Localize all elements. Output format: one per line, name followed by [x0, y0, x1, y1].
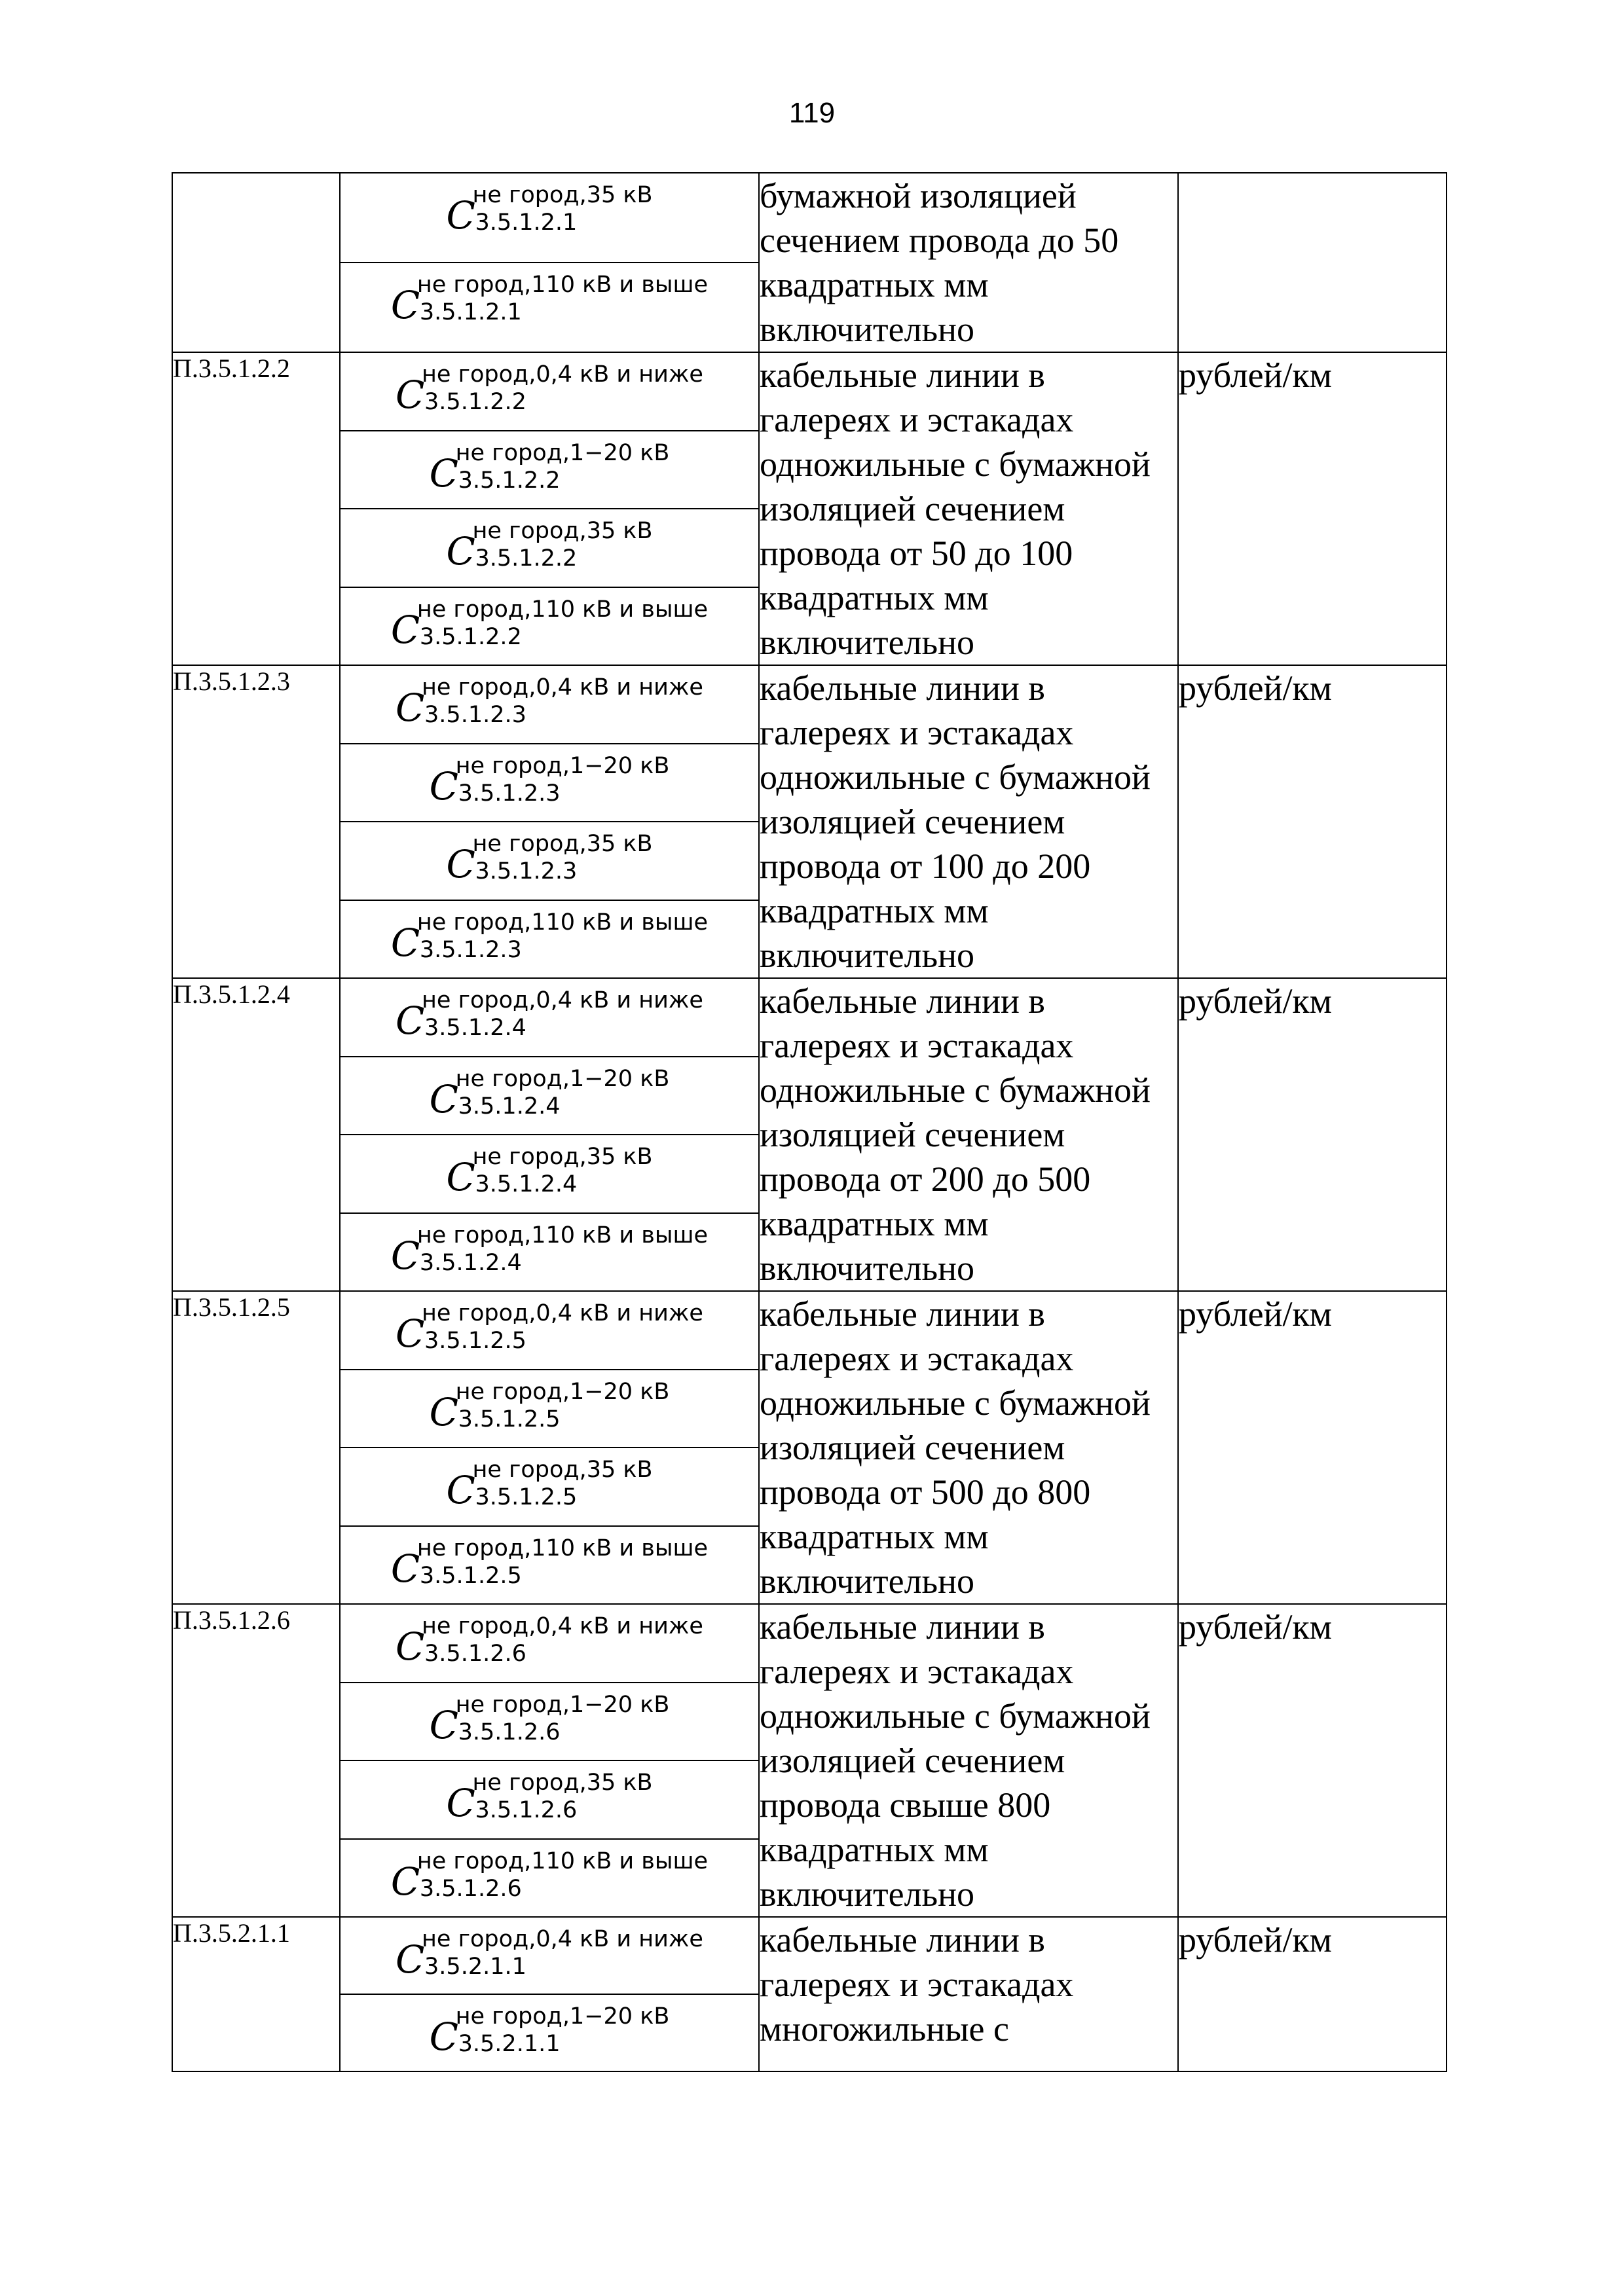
rate-symbol-cell	[340, 900, 759, 979]
rate-formula	[430, 1683, 670, 1759]
item-code: П.3.5.1.2.3	[172, 665, 340, 978]
rate-formula	[430, 431, 670, 507]
rate-subscript: 3.5.1.2.4	[475, 1171, 578, 1197]
rate-symbol-cell	[340, 744, 759, 822]
rate-symbol-letter: C	[396, 685, 425, 730]
rate-subscript: 3.5.2.1.1	[424, 1954, 526, 1980]
rate-symbol-cell	[340, 1994, 759, 2071]
table-row	[172, 665, 1447, 744]
rate-symbol-letter: C	[390, 920, 420, 965]
rate-symbol-letter: C	[446, 529, 475, 574]
item-unit: рублей/км	[1178, 1604, 1447, 1917]
rate-symbol-letter: C	[429, 1702, 459, 1747]
rate-superscript: не город,0,4 кВ и ниже	[422, 987, 703, 1013]
rate-symbol-cell	[340, 509, 759, 587]
rate-symbol-cell	[340, 1213, 759, 1292]
rate-symbol-cell	[340, 1135, 759, 1213]
rate-formula	[396, 666, 703, 742]
rate-symbol-cell	[340, 665, 759, 744]
rate-formula	[446, 509, 652, 585]
rate-symbol-letter: C	[396, 373, 425, 417]
rate-formula	[391, 263, 708, 339]
rate-superscript: не город,110 кВ и выше	[416, 1848, 709, 1874]
rate-symbol-cell	[340, 822, 759, 900]
item-description: кабельные линии в галереях и эстакадах одножильные с бумажной изоляцией сечением провода свыше 800 квадратных мм включительно	[759, 1604, 1178, 1917]
rate-formula	[430, 744, 670, 820]
rate-superscript: не город,1−20 кВ	[455, 1065, 670, 1092]
rate-subscript: 3.5.1.2.5	[475, 1484, 578, 1510]
rate-symbol-cell	[340, 1057, 759, 1135]
item-unit: рублей/км	[1178, 1291, 1447, 1604]
rate-symbol-cell	[340, 1291, 759, 1370]
rate-superscript: не город,0,4 кВ и ниже	[422, 1613, 703, 1639]
item-description: кабельные линии в галереях и эстакадах одножильные с бумажной изоляцией сечением провода от 200 до 500 квадратных мм включительно	[759, 978, 1178, 1291]
table-row	[172, 173, 1447, 263]
rate-superscript: не город,35 кВ	[472, 831, 653, 857]
item-description: бумажной изоляцией сечением провода до 50 квадратных мм включительно	[759, 173, 1178, 352]
rate-subscript: 3.5.1.2.6	[419, 1875, 522, 1902]
rate-formula	[391, 901, 708, 977]
rate-symbol-cell	[340, 1526, 759, 1605]
rate-subscript: 3.5.1.2.4	[424, 1015, 526, 1041]
rate-subscript: 3.5.1.2.6	[424, 1641, 526, 1667]
rate-symbol-letter: C	[446, 193, 475, 238]
item-unit: рублей/км	[1178, 352, 1447, 665]
rate-subscript: 3.5.1.2.6	[475, 1797, 578, 1823]
rate-formula	[391, 1840, 708, 1916]
rate-formula	[430, 1057, 670, 1133]
rate-formula	[446, 173, 652, 249]
rate-subscript: 3.5.1.2.2	[458, 467, 561, 494]
rate-symbol-cell	[340, 1604, 759, 1683]
rate-symbol-cell	[340, 978, 759, 1057]
rate-symbol-letter: C	[390, 283, 420, 327]
rate-symbol-letter: C	[446, 1468, 475, 1512]
rate-symbol-cell	[340, 431, 759, 509]
rate-formula	[396, 1918, 703, 1994]
item-code: П.3.5.1.2.4	[172, 978, 340, 1291]
rate-symbol-cell	[340, 1760, 759, 1839]
rate-superscript: не город,0,4 кВ и ниже	[422, 1300, 703, 1326]
rate-superscript: не город,0,4 кВ и ниже	[422, 1926, 703, 1952]
rate-subscript: 3.5.1.2.2	[424, 389, 526, 415]
rate-superscript: не город,35 кВ	[472, 518, 653, 544]
rate-formula	[391, 1214, 708, 1290]
rate-superscript: не город,0,4 кВ и ниже	[422, 674, 703, 701]
table-row	[172, 978, 1447, 1057]
rate-subscript: 3.5.1.2.2	[475, 545, 578, 572]
item-code: П.3.5.2.1.1	[172, 1917, 340, 2071]
rate-formula	[391, 1527, 708, 1603]
item-unit: рублей/км	[1178, 665, 1447, 978]
rate-formula	[446, 1135, 652, 1211]
rate-symbol-cell	[340, 1917, 759, 1994]
rate-symbol-letter: C	[396, 1624, 425, 1669]
item-description: кабельные линии в галереях и эстакадах многожильные с	[759, 1917, 1178, 2071]
rate-subscript: 3.5.1.2.3	[424, 702, 526, 728]
item-unit: рублей/км	[1178, 978, 1447, 1291]
rate-symbol-letter: C	[390, 607, 420, 652]
rate-superscript: не город,1−20 кВ	[455, 1378, 670, 1405]
rate-formula	[430, 1370, 670, 1446]
item-code	[172, 173, 340, 352]
item-description: кабельные линии в галереях и эстакадах одножильные с бумажной изоляцией сечением провода от 100 до 200 квадратных мм включительно	[759, 665, 1178, 978]
rate-formula	[396, 1292, 703, 1368]
rate-symbol-cell	[340, 1370, 759, 1448]
item-description: кабельные линии в галереях и эстакадах одножильные с бумажной изоляцией сечением провода от 500 до 800 квадратных мм включительно	[759, 1291, 1178, 1604]
item-code: П.3.5.1.2.6	[172, 1604, 340, 1917]
rate-formula	[396, 979, 703, 1055]
rate-symbol-letter: C	[390, 1233, 420, 1278]
rate-symbol-letter: C	[446, 1781, 475, 1825]
rate-superscript: не город,35 кВ	[472, 1457, 653, 1483]
rate-symbol-cell	[340, 1839, 759, 1918]
rate-superscript: не город,35 кВ	[472, 1770, 653, 1796]
rate-subscript: 3.5.1.2.5	[424, 1328, 526, 1354]
rate-formula	[446, 822, 652, 898]
rate-symbol-letter: C	[429, 2014, 459, 2059]
rate-subscript: 3.5.1.2.1	[475, 210, 578, 236]
rate-symbol-letter: C	[429, 1389, 459, 1434]
rate-superscript: не город,35 кВ	[472, 182, 653, 208]
page-number: 119	[788, 97, 836, 129]
rate-superscript: не город,110 кВ и выше	[416, 272, 709, 298]
table-row	[172, 352, 1447, 431]
rate-subscript: 3.5.1.2.6	[458, 1719, 561, 1745]
rate-subscript: 3.5.1.2.3	[458, 780, 561, 807]
rate-formula	[430, 1995, 670, 2071]
rate-symbol-letter: C	[396, 1937, 425, 1982]
rate-subscript: 3.5.1.2.3	[419, 936, 522, 963]
rate-superscript: не город,110 кВ и выше	[416, 1222, 709, 1248]
rate-symbol-cell	[340, 352, 759, 431]
item-unit: рублей/км	[1178, 1917, 1447, 2071]
rate-symbol-letter: C	[446, 842, 475, 886]
rate-subscript: 3.5.1.2.3	[475, 858, 578, 884]
rate-subscript: 3.5.1.2.4	[458, 1093, 561, 1120]
rate-superscript: не город,110 кВ и выше	[416, 596, 709, 623]
rate-symbol-letter: C	[390, 1546, 420, 1591]
rate-symbol-letter: C	[429, 450, 459, 496]
rate-superscript: не город,1−20 кВ	[455, 439, 670, 466]
rate-symbol-letter: C	[390, 1859, 420, 1904]
rate-formula	[396, 353, 703, 429]
item-unit	[1178, 173, 1447, 352]
rate-formula	[446, 1761, 652, 1837]
tariff-table	[172, 172, 1447, 2072]
rate-symbol-letter: C	[396, 1311, 425, 1356]
rate-symbol-cell	[340, 1448, 759, 1526]
rate-superscript: не город,110 кВ и выше	[416, 1535, 709, 1561]
item-description: кабельные линии в галереях и эстакадах одножильные с бумажной изоляцией сечением провода от 50 до 100 квадратных мм включительно	[759, 352, 1178, 665]
rate-superscript: не город,110 кВ и выше	[416, 909, 709, 936]
table-row	[172, 1604, 1447, 1683]
item-code: П.3.5.1.2.2	[172, 352, 340, 665]
rate-superscript: не город,1−20 кВ	[455, 752, 670, 779]
rate-symbol-cell	[340, 587, 759, 666]
rate-subscript: 3.5.2.1.1	[458, 2031, 561, 2057]
rate-formula	[391, 588, 708, 664]
rate-formula	[446, 1448, 652, 1524]
rate-formula	[396, 1605, 703, 1681]
rate-symbol-cell	[340, 1683, 759, 1761]
rate-symbol-letter: C	[446, 1155, 475, 1199]
rate-symbol-letter: C	[396, 998, 425, 1043]
table-row	[172, 1917, 1447, 1994]
rate-superscript: не город,35 кВ	[472, 1144, 653, 1170]
rate-superscript: не город,0,4 кВ и ниже	[422, 361, 703, 388]
rate-superscript: не город,1−20 кВ	[455, 1691, 670, 1718]
rate-symbol-cell	[340, 173, 759, 263]
rate-subscript: 3.5.1.2.4	[419, 1249, 522, 1276]
table-row	[172, 1291, 1447, 1370]
rate-symbol-letter: C	[429, 763, 459, 809]
rate-subscript: 3.5.1.2.2	[419, 623, 522, 650]
rate-subscript: 3.5.1.2.5	[419, 1562, 522, 1589]
rate-symbol-letter: C	[429, 1076, 459, 1121]
rate-subscript: 3.5.1.2.5	[458, 1406, 561, 1432]
rate-superscript: не город,1−20 кВ	[455, 2003, 670, 2030]
rate-subscript: 3.5.1.2.1	[419, 299, 522, 325]
rate-symbol-cell	[340, 263, 759, 352]
item-code: П.3.5.1.2.5	[172, 1291, 340, 1604]
